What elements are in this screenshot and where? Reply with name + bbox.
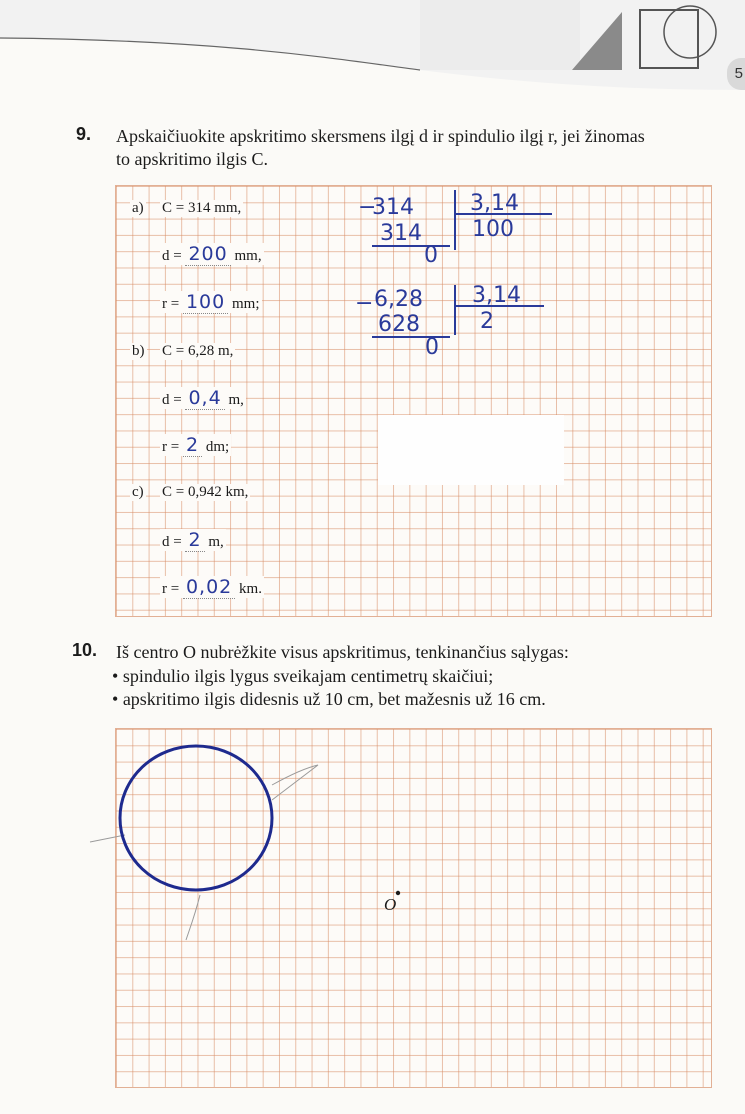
div1-minus: − [358, 195, 377, 220]
task9-b-d-answer[interactable]: 0,4 [185, 387, 224, 410]
task10-text: Iš centro O nubrėžkite visus apskritimus, tenkinančius sąlygas: [116, 642, 569, 662]
task9-c-r-answer[interactable]: 0,02 [183, 576, 235, 599]
task9-number: 9. [76, 124, 92, 144]
div2-minus: − [355, 291, 374, 316]
div2-dividend: 6,28 [374, 287, 423, 312]
task9-a-d-answer[interactable]: 200 [185, 243, 230, 266]
task9-a-d: d = 200 mm, [162, 243, 262, 265]
task9-c-c: C = 0,942 km, [162, 484, 249, 500]
div1-dividend: 314 [372, 195, 414, 220]
task9-a-label: a) [132, 200, 144, 216]
task9-a-r: r = 100 mm; [162, 291, 260, 313]
task10-number: 10. [72, 640, 98, 660]
task9-a-r-answer[interactable]: 100 [183, 291, 228, 314]
task10-condition-2: • apskritimo ilgis didesnis už 10 cm, bet mažesnis už 16 cm. [112, 688, 546, 711]
div1-quotient: 100 [472, 217, 514, 242]
center-label: O [384, 895, 397, 914]
header-decoration [0, 0, 745, 95]
task10-condition-1: • spindulio ilgis lygus sveikajam centimetrų skaičiui; [112, 665, 546, 688]
task9-b-r-answer[interactable]: 2 [183, 434, 202, 457]
task9-b-c: C = 6,28 m, [162, 343, 234, 359]
div2-divisor: 3,14 [472, 283, 521, 308]
task9-b-d: d = 0,4 m, [162, 387, 244, 409]
task9-c-d: d = 2 m, [162, 529, 224, 551]
task10-grid [115, 728, 712, 1088]
task9-c-d-answer[interactable]: 2 [185, 529, 204, 552]
task9-text-line1: Apskaičiuokite apskritimo skersmens ilgį d ir spindulio ilgį r, jei žinomas [116, 126, 645, 146]
task9-c-r: r = 0,02 km. [162, 576, 262, 598]
task9-text-line2: to apskritimo ilgis C. [116, 149, 269, 169]
task9-b-r: r = 2 dm; [162, 434, 230, 456]
div2-quotient: 2 [480, 309, 494, 334]
div1-sub: 314 [380, 221, 422, 246]
page-number: 5 [727, 58, 745, 90]
task9-b-label: b) [132, 343, 145, 359]
div2-sub: 628 [378, 312, 420, 337]
div1-rem: 0 [424, 243, 438, 268]
task10-conditions [112, 665, 546, 711]
div2-rem: 0 [425, 335, 439, 360]
page-header [0, 0, 745, 95]
task9-c-label: c) [132, 484, 144, 500]
task9-a-c: C = 314 mm, [162, 200, 242, 216]
div1-divisor: 3,14 [470, 191, 519, 216]
correction-patch [378, 415, 564, 485]
